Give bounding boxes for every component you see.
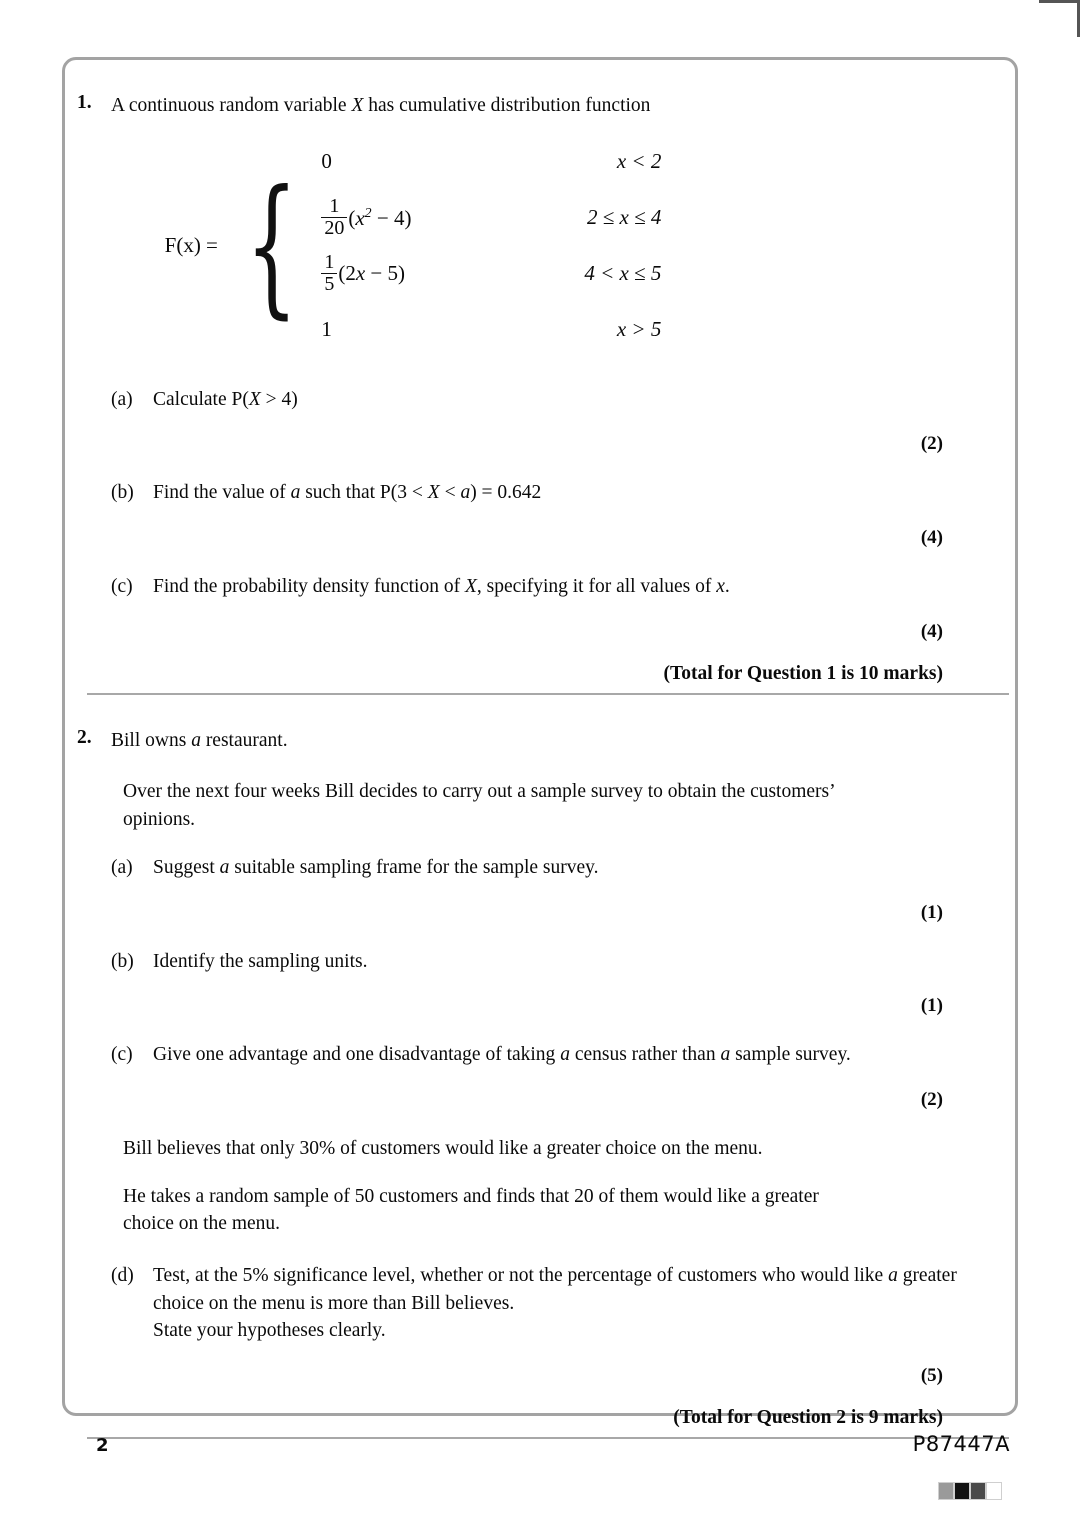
question-1-part-c xyxy=(111,573,961,601)
page-footer xyxy=(62,1432,1018,1456)
part-b-text: Find the value of a such that P(3 < X < a) = 0.642 xyxy=(153,482,542,504)
cdf-piecewise-formula: F(x) = { 0 x < 2 $\frac{1}{20}$ $(x^2 - 4)$ 2 ≤ x ≤ 4 $\frac{1}{5}$ (2x − 5) 4 < x ≤ 5 1 x > 5 xyxy=(65,134,761,358)
question-2-stem-row xyxy=(65,727,1021,755)
part-c-text: Find the probability density function of X, specifying it for all values of x. xyxy=(153,576,730,598)
barcode-square-2 xyxy=(954,1482,970,1500)
question-2-part-c-marks: (2) xyxy=(920,1088,943,1110)
part-a-label: (a) xyxy=(111,388,133,410)
part-a-text: Calculate P(X > 4) xyxy=(153,388,298,410)
case-4-condition: x > 5 xyxy=(616,317,662,342)
part-d-label: (d) xyxy=(111,1264,134,1286)
question-1-stem-row xyxy=(65,92,1021,120)
question-1-part-c-marks: (4) xyxy=(920,620,943,642)
question-2-paragraph-3: He takes a random sample of 50 customers and finds that 20 of them would like a greater choice on the menu. xyxy=(123,1185,819,1235)
part-a-text: Suggest a suitable sampling frame for the sample survey. xyxy=(153,856,599,878)
case-3-open: (2x − 5) xyxy=(338,261,406,286)
part-c-label: (c) xyxy=(111,576,133,598)
barcode-square-1 xyxy=(938,1482,954,1500)
case-2-expression xyxy=(321,196,511,239)
question-2-part-b xyxy=(111,948,961,976)
question-1-part-a xyxy=(111,386,961,414)
case-2-open: $(x^2 - 4)$ xyxy=(348,204,412,230)
formula-cases xyxy=(321,134,661,358)
question-2-part-d xyxy=(111,1262,961,1345)
question-2-part-a-marks: (1) xyxy=(920,901,943,923)
page-content xyxy=(65,60,1021,1439)
case-row-2 xyxy=(321,190,661,246)
case-3-condition: 4 < x ≤ 5 xyxy=(584,261,662,286)
case-1-condition: x < 2 xyxy=(616,149,662,174)
case-1-value: 0 xyxy=(321,149,332,174)
case-row-3 xyxy=(321,246,661,302)
question-2-part-d-marks: (5) xyxy=(920,1365,943,1386)
barcode-marker xyxy=(938,1482,1002,1500)
question-1-part-a-marks: (2) xyxy=(920,433,943,455)
part-b-label: (b) xyxy=(111,482,134,504)
question-2-number: 2. xyxy=(77,726,92,748)
case-row-4 xyxy=(321,302,661,358)
case-4-expression xyxy=(321,317,511,342)
part-d-text-line1: Test, at the 5% significance level, whether or not the percentage of customers who would like a greater choice on the menu is more than Bill believes. xyxy=(153,1264,957,1314)
part-b-label: (b) xyxy=(111,950,134,972)
question-1-part-b xyxy=(111,479,961,507)
question-2-total: (Total for Question 2 is 9 marks) xyxy=(673,1407,943,1428)
case-row-1 xyxy=(321,134,661,190)
question-2 xyxy=(65,695,1021,1439)
fraction-numerator: 1 xyxy=(329,195,340,218)
part-c-label: (c) xyxy=(111,1044,133,1066)
formula-lhs: F(x) = xyxy=(164,233,218,258)
part-d-text xyxy=(153,1262,961,1345)
barcode-square-3 xyxy=(970,1482,986,1500)
question-1-total: (Total for Question 1 is 10 marks) xyxy=(663,662,943,684)
question-2-part-c xyxy=(111,1041,961,1069)
fraction-numerator: 1 xyxy=(324,251,335,274)
question-1 xyxy=(65,60,1021,695)
case-4-value: 1 xyxy=(321,317,332,342)
part-a-label: (a) xyxy=(111,856,133,878)
question-1-part-b-marks: (4) xyxy=(920,527,943,549)
question-2-paragraph-1: Over the next four weeks Bill decides to carry out a sample survey to obtain the customers’ opinions. xyxy=(123,781,835,831)
paper-code: P87447A xyxy=(912,1432,1010,1456)
part-b-text: Identify the sampling units. xyxy=(153,950,368,972)
case-2-condition: 2 ≤ x ≤ 4 xyxy=(586,205,662,230)
registration-corner-mark xyxy=(1039,0,1080,37)
fraction-denominator: 5 xyxy=(321,273,337,295)
question-1-stem: A continuous random variable X has cumulative distribution function xyxy=(111,95,651,116)
page-number: 2 xyxy=(96,1435,109,1456)
question-2-part-b-marks: (1) xyxy=(920,995,943,1017)
answer-page-border xyxy=(62,57,1018,1428)
question-2-stem: Bill owns a restaurant. xyxy=(111,729,288,751)
question-1-number: 1. xyxy=(77,92,92,113)
fraction-one-fifth xyxy=(321,252,337,295)
case-3-expression xyxy=(321,252,511,295)
question-2-part-a xyxy=(111,854,961,882)
case-1-expression xyxy=(321,149,511,174)
barcode-square-4 xyxy=(986,1482,1002,1500)
part-d-text-line2: State your hypotheses clearly. xyxy=(153,1320,386,1342)
question-2-paragraph-2: Bill believes that only 30% of customers would like a greater choice on the menu. xyxy=(123,1137,763,1159)
part-c-text: Give one advantage and one disadvantage of taking a census rather than a sample survey. xyxy=(153,1044,851,1066)
fraction-one-twentieth xyxy=(321,196,347,239)
fraction-denominator: 20 xyxy=(321,217,347,239)
